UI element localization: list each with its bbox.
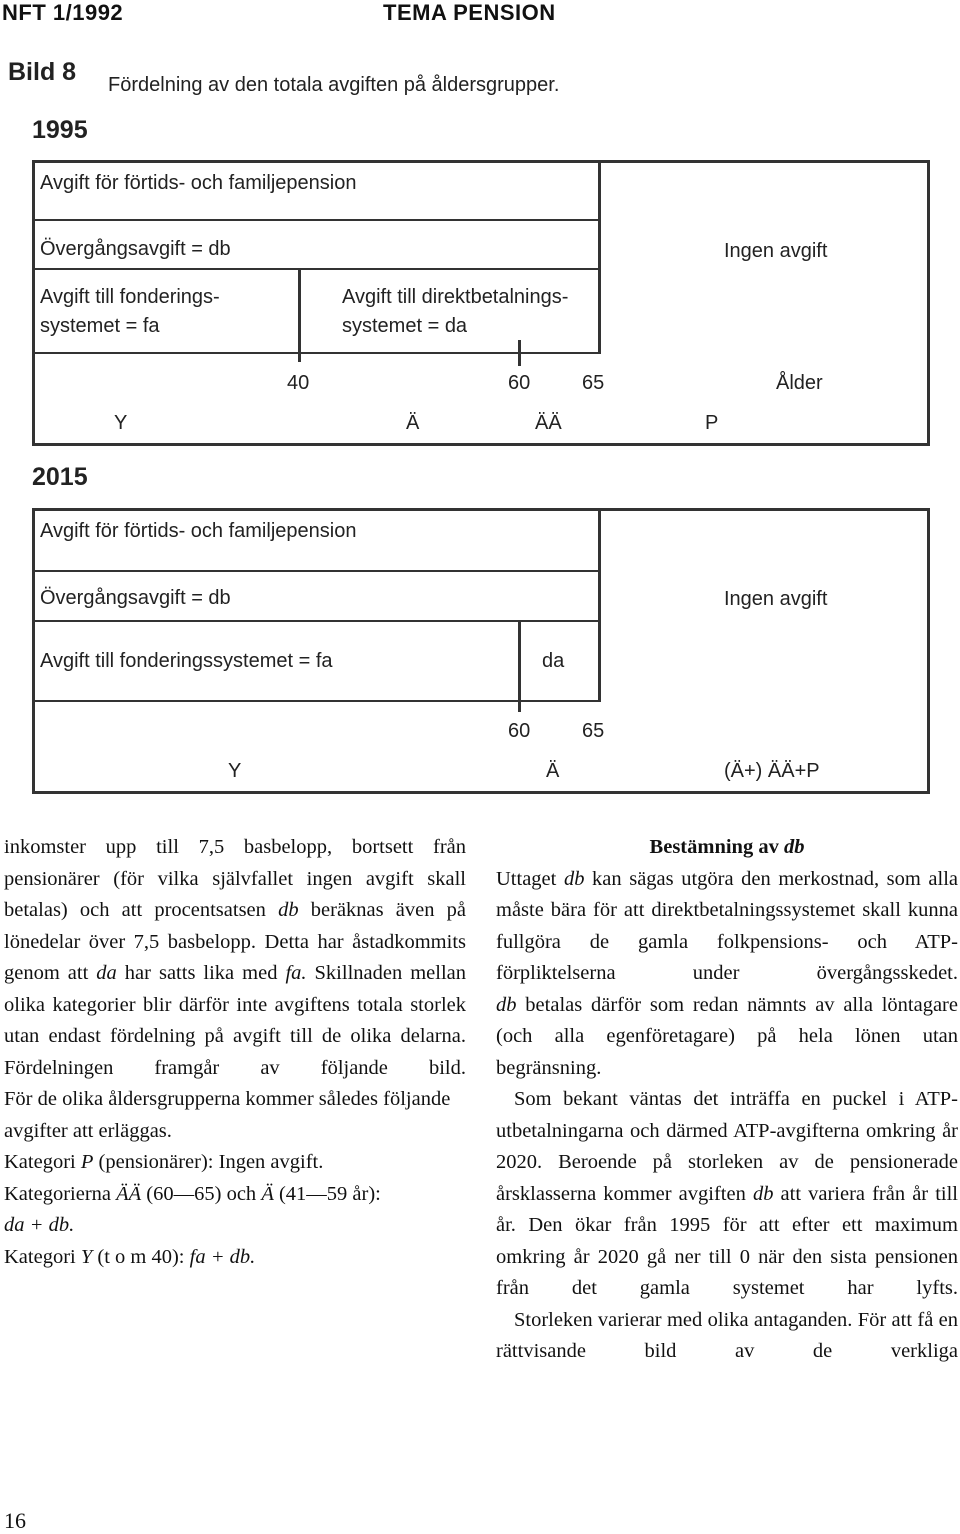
text-run: Kategori bbox=[4, 1245, 76, 1268]
text-run: (pensionärer): Ingen avgift. bbox=[98, 1151, 324, 1173]
category-2015-rest: (Ä+) ÄÄ+P bbox=[724, 760, 820, 782]
header-section: TEMA PENSION bbox=[383, 0, 556, 25]
label-1995-ingen-avgift: Ingen avgift bbox=[724, 240, 828, 262]
category-aa-line bbox=[4, 1179, 466, 1242]
left-column bbox=[4, 832, 466, 1273]
figure-caption: Fördelning av den totala avgiften på åldersgrupper. bbox=[108, 74, 560, 96]
term-fa-db: fa + db. bbox=[189, 1245, 256, 1268]
category-2015-a: Ä bbox=[546, 760, 560, 782]
text-run: inkomster upp till 7,5 basbelopp, bortsett från pensionärer (för vilka självfallet ingen avgift skall betalas) och att procentsatsen bbox=[4, 836, 466, 921]
right-column bbox=[496, 832, 958, 1368]
text-run: Kategorierna bbox=[4, 1182, 111, 1205]
category-1995-p: P bbox=[705, 412, 719, 434]
text-run: (t o m 40): bbox=[97, 1245, 185, 1268]
label-1995-familjepension: Avgift för förtids- och familjepension bbox=[40, 172, 357, 194]
right-paragraph-2 bbox=[496, 990, 958, 1085]
text-run: att variera från år till år. Den ökar från 1995 för att efter ett maximum omkring år 2020 gå ner till 0 när den sista pensionen från det gamla systemet har lyfts. bbox=[496, 1182, 958, 1299]
term-a: Ä bbox=[261, 1182, 274, 1205]
label-2015-fa: Avgift till fonderingssystemet = fa bbox=[40, 650, 333, 672]
term-p: P bbox=[80, 1151, 94, 1173]
divider-1995-none bbox=[598, 160, 601, 354]
term-fa: fa. bbox=[285, 962, 307, 984]
label-1995-fa-line2: systemet = fa bbox=[40, 315, 160, 337]
text-run: kan sägas utgöra den merkostnad, som alla måste bära för att direktbetalningssystemet skall kunna fullgöra de gamla folkpensions- och ATP-förpliktelserna under övergångsskedet. bbox=[496, 867, 959, 984]
right-paragraph-1 bbox=[496, 864, 958, 990]
tick-label-2015-60: 60 bbox=[508, 720, 531, 742]
term-da-db: da + db. bbox=[4, 1214, 75, 1236]
right-paragraph-4: Storleken varierar med olika antaganden. För att få en rättvisande bild av de verkliga bbox=[496, 1308, 958, 1362]
right-paragraph-3 bbox=[496, 1084, 958, 1305]
year-2015: 2015 bbox=[32, 463, 88, 491]
divider-2015-fa-da bbox=[518, 620, 521, 712]
text-run: har satts lika med bbox=[124, 962, 278, 984]
divider-1995-row2 bbox=[32, 268, 600, 270]
label-2015-familjepension: Avgift för förtids- och familjepension bbox=[40, 520, 357, 542]
divider-1995-row3 bbox=[32, 352, 600, 354]
category-1995-a: Ä bbox=[406, 412, 420, 434]
text-run: (41—59 år): bbox=[278, 1182, 381, 1205]
term-db: db bbox=[783, 836, 805, 858]
term-y: Y bbox=[80, 1245, 93, 1268]
term-db: db bbox=[496, 993, 517, 1016]
section-heading bbox=[496, 832, 958, 864]
tick-label-1995-65: 65 bbox=[582, 372, 605, 394]
year-1995: 1995 bbox=[32, 116, 88, 144]
term-db: db bbox=[563, 867, 585, 890]
term-da: da bbox=[96, 962, 117, 984]
term-aa: ÄÄ bbox=[116, 1182, 142, 1205]
divider-1995-row1 bbox=[32, 219, 600, 221]
text-run: Som bekant väntas det inträffa en puckel i ATP-utbetalningarna och därmed ATP-avgifterna omkring år 2020. Beroende på storleken av de pensionerade årsklasserna kommer avgiften bbox=[496, 1088, 958, 1205]
divider-1995-fa-da bbox=[298, 268, 301, 362]
text-run: Uttaget bbox=[496, 867, 557, 890]
label-2015-ingen-avgift: Ingen avgift bbox=[724, 588, 828, 610]
divider-2015-row1 bbox=[32, 570, 600, 572]
text-run: Bestämning av bbox=[649, 836, 779, 858]
page-number: 16 bbox=[4, 1508, 26, 1533]
text-run: (60—65) och bbox=[146, 1182, 257, 1205]
text-run: beräknas även på lönedelar över 7,5 basbelopp. Detta har åstadkommits genom att bbox=[4, 899, 467, 984]
tick-label-2015-65: 65 bbox=[582, 720, 605, 742]
axis-label-1995-alder: Ålder bbox=[776, 372, 823, 394]
label-2015-da: da bbox=[542, 650, 565, 672]
figure-label: Bild 8 bbox=[8, 58, 77, 86]
category-p-line bbox=[4, 1147, 466, 1179]
label-1995-da-line1: Avgift till direktbetalnings- bbox=[342, 286, 569, 308]
left-paragraph-1 bbox=[4, 832, 466, 1084]
category-2015-y: Y bbox=[228, 760, 242, 782]
header-journal: NFT 1/1992 bbox=[2, 0, 124, 25]
category-1995-aa: ÄÄ bbox=[535, 412, 562, 434]
category-y-line bbox=[4, 1242, 466, 1274]
divider-2015-none bbox=[598, 508, 601, 702]
divider-2015-row3 bbox=[32, 700, 600, 702]
category-1995-y: Y bbox=[114, 412, 128, 434]
term-db: db bbox=[752, 1182, 774, 1205]
label-1995-da-line2: systemet = da bbox=[342, 315, 468, 337]
tick-label-1995-40: 40 bbox=[287, 372, 310, 394]
term-db: db bbox=[278, 899, 299, 921]
label-2015-overgang: Övergångsavgift = db bbox=[40, 587, 231, 609]
divider-2015-row2 bbox=[32, 620, 600, 622]
text-run: betalas därför som redan nämnts av alla löntagare (och alla egenföretagare) på hela lönen utan begränsning. bbox=[496, 993, 958, 1079]
label-1995-fa-line1: Avgift till fonderings- bbox=[40, 286, 220, 308]
tick-label-1995-60: 60 bbox=[508, 372, 531, 394]
left-paragraph-2: För de olika åldersgrupperna kommer således följande avgifter att erläggas. bbox=[4, 1088, 451, 1142]
text-run: Kategori bbox=[4, 1151, 76, 1173]
label-1995-overgang: Övergångsavgift = db bbox=[40, 238, 231, 260]
tick-1995-60 bbox=[518, 340, 521, 366]
text-run: Skillnaden mellan olika kategorier blir därför inte avgiftens totala storlek utan endast fördelning på avgift till de olika delarna. Fördelningen framgår av följande bild. bbox=[4, 962, 466, 1079]
